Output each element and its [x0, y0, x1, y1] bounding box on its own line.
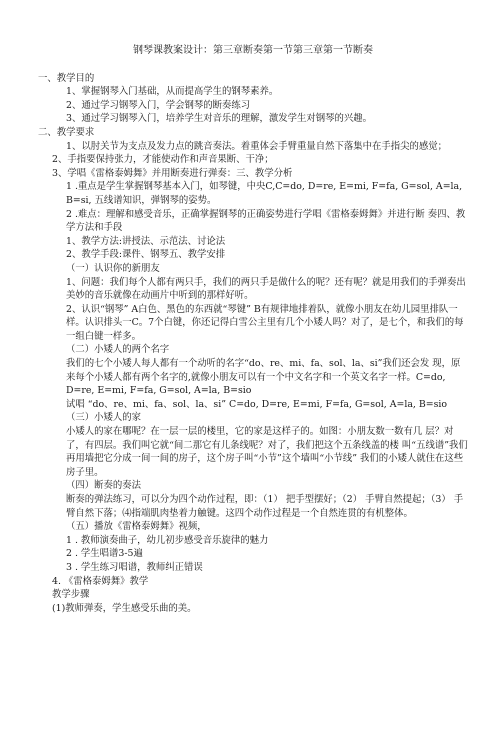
paragraph: 二、教学要求	[38, 126, 95, 138]
paragraph: 2、手指要保持张力，才能使动作和声音果断、干净；	[52, 154, 274, 166]
paragraph: 1、以肘关节为支点及发力点的跳音奏法。着重体会手臂重量自然下落集中在手指尖的感觉；	[66, 140, 447, 152]
paragraph: 1、掌握钢琴入门基础，从而提高学生的钢琴素养。	[66, 86, 279, 98]
paragraph: 2 .难点：理解和感受音乐，正确掌握钢琴的正确姿势进行学唱《雷格泰姆舞》并进行断 奏四、教学方法和手段	[66, 208, 466, 234]
paragraph: （四）断奏的奏法	[66, 480, 142, 492]
paragraph: 4. 《雷格泰姆舞》教学	[52, 575, 149, 587]
paragraph: 2、教学手段:课件、钢琴五、教学安排	[66, 249, 226, 261]
paragraph: （一）认识你的新朋友	[66, 262, 160, 274]
paragraph: 试唱 “do、re、mi、fa、sol、la、si” C=do, D=re, E=mi, F=fa, G=sol, A=la, B=sio	[66, 398, 448, 410]
paragraph: 2 . 学生唱谱3-5遍	[66, 548, 143, 560]
paragraph: 3、学唱《雷格泰姆舞》并用断奏进行弹奏：三、教学分析	[52, 167, 293, 179]
document-body	[38, 72, 468, 616]
paragraph: 1 .重点是学生掌握钢琴基本入门，如琴键，中央C,C=do, D=re, E=mi, F=fa, G=sol, A=la, B=si, 五线谱知识，弹钢琴的姿势。	[66, 181, 463, 206]
paragraph: 2、认识“钢琴” A白色、黑色的东西就“琴键” B有规律地排着队，就像小朋友在幼儿园里排队一样。认识排头一C。7个白键，你还记得白雪公主里有几个小矮人吗？对了，是七个，和我们的每一组白键一样多。	[66, 303, 464, 342]
paragraph: （三）小矮人的家	[66, 412, 142, 424]
paragraph: 2、通过学习钢琴入门，学会钢琴的断奏练习	[66, 99, 251, 111]
paragraph: 1、问题：我们每个人都有两只手，我们的两只手是做什么的呢？还有呢？就是用我们的手弹奏出美妙的音乐就像在动画片中听到的那样好听。	[66, 276, 466, 302]
paragraph: (1)教师弹奏，学生感受乐曲的美。	[52, 602, 197, 614]
paragraph: 3 . 学生练习唱谱，教师纠正错误	[66, 561, 203, 573]
paragraph: 教学步骤	[52, 589, 90, 601]
paragraph: 1、教学方法:讲授法、示范法、讨论法	[66, 235, 226, 247]
paragraph: 断奏的弹法练习，可以分为四个动作过程，即：（1） 把手型摆好；（2） 手臂自然提起；（3） 手 臂自然下落；⑷指端肌肉垫着力触键。这四个动作过程是一个自然连贯的有机整体。	[66, 494, 464, 519]
paragraph: 3、通过学习钢琴入门，培养学生对音乐的理解，激发学生对钢琴的兴趣。	[66, 113, 372, 125]
paragraph: 1 . 教师演奏曲子，幼儿初步感受音乐旋律的魅力	[66, 534, 269, 546]
document-title: 钢琴课教案设计：第三章断奏第一节第三章第一节断奏	[133, 45, 373, 56]
paragraph: 小矮人的家在哪呢？在一层一层的楼里，它的家是这样子的。如图：小朋友数一数有几 层？对了，有四层。我们叫它就“间二那它有儿条线呢？对了，我们把这个五条线盖的楼 叫“五线谱”我们再用墙把它分成一间一间的房子，这个房子叫“小节”这个墙叫“小节线” 我们的小矮人就住在这些房子里。	[66, 426, 468, 478]
paragraph: （五）播放《雷格泰姆舞》视频，	[66, 521, 207, 533]
paragraph: 一、教学目的	[38, 72, 95, 84]
paragraph: （二）小矮人的两个名字	[66, 344, 170, 356]
paragraph: 我们的七个小矮人每人都有一个动听的名字“do、re、mi、fa、sol、la、si”我们还会发 现，原来每个小矮人都有两个名字的,就像小朋友可以有一个中文名字和一个英文名字一样。C=do, D=re, E=mi, F=fa, G=sol, A=la, B=sio	[66, 358, 461, 397]
